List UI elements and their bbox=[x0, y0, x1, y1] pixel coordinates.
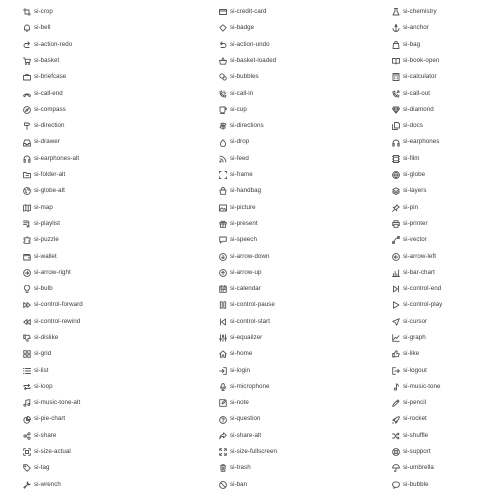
icon-list-item bbox=[392, 395, 500, 411]
icon-list-item bbox=[392, 379, 500, 395]
icon-list-item bbox=[196, 37, 392, 53]
cursor-icon bbox=[392, 318, 400, 326]
icon-class-label: si-picture bbox=[230, 203, 256, 211]
wrench-icon bbox=[23, 481, 31, 489]
share-alt-icon bbox=[219, 432, 227, 440]
icon-class-label: si-drawer bbox=[34, 138, 60, 146]
icon-grid bbox=[0, 4, 500, 493]
icon-list-item bbox=[392, 118, 500, 134]
icon-list-item bbox=[0, 134, 196, 150]
anchor-icon bbox=[392, 24, 400, 32]
icon-class-label: si-rocket bbox=[403, 415, 427, 423]
icon-class-label: si-share bbox=[34, 431, 57, 439]
icon-list-item bbox=[196, 53, 392, 69]
icon-list-item bbox=[392, 248, 500, 264]
icon-class-label: si-call-in bbox=[230, 89, 254, 97]
icon-list-item bbox=[0, 85, 196, 101]
icon-list-item bbox=[196, 69, 392, 85]
icon-list-item bbox=[392, 37, 500, 53]
loop-icon bbox=[23, 383, 31, 391]
icon-list-item bbox=[392, 363, 500, 379]
bubble-icon bbox=[392, 481, 400, 489]
icon-list-item bbox=[0, 297, 196, 313]
icon-class-label: si-speech bbox=[230, 236, 257, 244]
icon-class-label: si-list bbox=[34, 366, 49, 374]
icon-list-item bbox=[392, 4, 500, 20]
share-icon bbox=[23, 432, 31, 440]
icon-class-label: si-arrow-up bbox=[230, 268, 262, 276]
icon-list-item bbox=[196, 477, 392, 493]
icon-class-label: si-compass bbox=[34, 105, 66, 113]
equalizer-icon bbox=[219, 334, 227, 342]
icon-class-label: si-equalizer bbox=[230, 333, 263, 341]
umbrella-icon bbox=[392, 464, 400, 472]
icon-class-label: si-microphone bbox=[230, 382, 270, 390]
icon-class-label: si-support bbox=[403, 448, 431, 456]
icon-list-item bbox=[392, 265, 500, 281]
pin-icon bbox=[392, 204, 400, 212]
icon-class-label: si-handbag bbox=[230, 187, 262, 195]
icon-list-item bbox=[0, 20, 196, 36]
icon-list-item bbox=[196, 200, 392, 216]
icon-class-label: si-globe bbox=[403, 171, 426, 179]
icon-list-item bbox=[392, 411, 500, 427]
home-icon bbox=[219, 350, 227, 358]
icon-list-item bbox=[0, 151, 196, 167]
icon-list-item bbox=[392, 167, 500, 183]
icon-class-label: si-call-out bbox=[403, 89, 431, 97]
icon-list-item bbox=[392, 232, 500, 248]
question-icon bbox=[219, 416, 227, 424]
icon-class-label: si-earphones bbox=[403, 138, 440, 146]
icon-list-item bbox=[392, 460, 500, 476]
icon-class-label: si-arrow-down bbox=[230, 252, 270, 260]
icon-list-item bbox=[0, 395, 196, 411]
tag-icon bbox=[23, 464, 31, 472]
bubbles-icon bbox=[219, 73, 227, 81]
login-icon bbox=[219, 367, 227, 375]
icon-list-item bbox=[0, 314, 196, 330]
rocket-icon bbox=[392, 416, 400, 424]
icon-class-label: si-login bbox=[230, 366, 251, 374]
icon-class-label: si-control-start bbox=[230, 317, 270, 325]
icon-list-item bbox=[392, 330, 500, 346]
icon-list-item bbox=[0, 477, 196, 493]
icon-list-item bbox=[0, 102, 196, 118]
arrow-down-icon bbox=[219, 253, 227, 261]
icon-list-item bbox=[196, 314, 392, 330]
icon-list-item bbox=[196, 248, 392, 264]
icon-class-label: si-directions bbox=[230, 122, 264, 130]
icon-class-label: si-wrench bbox=[34, 480, 61, 488]
icon-list-item bbox=[196, 20, 392, 36]
icon-class-label: si-like bbox=[403, 350, 420, 358]
icon-class-label: si-umbrella bbox=[403, 464, 434, 472]
layers-icon bbox=[392, 187, 400, 195]
icon-list-item bbox=[0, 183, 196, 199]
icon-list-item bbox=[196, 232, 392, 248]
arrow-right-icon bbox=[23, 269, 31, 277]
icon-class-label: si-crop bbox=[34, 8, 53, 16]
puzzle-icon bbox=[23, 236, 31, 244]
icon-list-item bbox=[196, 216, 392, 232]
icon-list-item bbox=[0, 167, 196, 183]
icon-list-item bbox=[196, 330, 392, 346]
wallet-icon bbox=[23, 253, 31, 261]
basket-loaded-icon bbox=[219, 57, 227, 65]
icon-class-label: si-music-tone-alt bbox=[34, 399, 81, 407]
icon-class-label: si-logout bbox=[403, 366, 427, 374]
icon-list-item bbox=[196, 346, 392, 362]
feed-icon bbox=[219, 155, 227, 163]
icon-list-item bbox=[196, 4, 392, 20]
icon-class-label: si-layers bbox=[403, 187, 427, 195]
music-tone-icon bbox=[392, 383, 400, 391]
icon-list-item bbox=[196, 395, 392, 411]
icon-class-label: si-graph bbox=[403, 333, 426, 341]
microphone-icon bbox=[219, 383, 227, 391]
icon-class-label: si-playlist bbox=[34, 219, 60, 227]
icon-class-label: si-bell bbox=[34, 24, 51, 32]
icon-class-label: si-share-alt bbox=[230, 431, 262, 439]
icon-class-label: si-shuffle bbox=[403, 431, 429, 439]
icon-list-item bbox=[196, 411, 392, 427]
icon-class-label: si-anchor bbox=[403, 24, 429, 32]
icon-list-item bbox=[392, 151, 500, 167]
icon-list-item bbox=[0, 363, 196, 379]
icon-class-label: si-home bbox=[230, 350, 253, 358]
icon-class-label: si-tag bbox=[34, 464, 50, 472]
icon-list-item bbox=[392, 85, 500, 101]
icon-class-label: si-basket-loaded bbox=[230, 56, 277, 64]
control-end-icon bbox=[392, 285, 400, 293]
icon-class-label: si-film bbox=[403, 154, 420, 162]
icon-class-label: si-action-redo bbox=[34, 40, 73, 48]
pencil-icon bbox=[392, 399, 400, 407]
shuffle-icon bbox=[392, 432, 400, 440]
directions-icon bbox=[219, 122, 227, 130]
printer-icon bbox=[392, 220, 400, 228]
icon-class-label: si-pie-chart bbox=[34, 415, 66, 423]
icon-class-label: si-drop bbox=[230, 138, 250, 146]
crop-icon bbox=[23, 8, 31, 16]
icon-list-item bbox=[0, 248, 196, 264]
icon-list-item bbox=[392, 346, 500, 362]
icon-list-item bbox=[0, 4, 196, 20]
icon-class-label: si-book-open bbox=[403, 56, 440, 64]
icon-class-label: si-bubble bbox=[403, 480, 429, 488]
icon-list-item bbox=[392, 477, 500, 493]
cup-icon bbox=[219, 106, 227, 114]
calculator-icon bbox=[392, 73, 400, 81]
docs-icon bbox=[392, 122, 400, 130]
icon-list-item bbox=[392, 297, 500, 313]
icon-class-label: si-present bbox=[230, 219, 258, 227]
handbag-icon bbox=[219, 187, 227, 195]
icon-list-item bbox=[0, 216, 196, 232]
icon-list-item bbox=[196, 281, 392, 297]
icon-list-item bbox=[196, 363, 392, 379]
control-pause-icon bbox=[219, 301, 227, 309]
icon-list-item bbox=[196, 85, 392, 101]
arrow-up-icon bbox=[219, 269, 227, 277]
icon-class-label: si-docs bbox=[403, 122, 423, 130]
icon-class-label: si-vector bbox=[403, 236, 427, 244]
playlist-icon bbox=[23, 220, 31, 228]
icon-class-label: si-action-undo bbox=[230, 40, 270, 48]
icon-class-label: si-loop bbox=[34, 382, 53, 390]
icon-class-label: si-badge bbox=[230, 24, 255, 32]
icon-list-item bbox=[196, 428, 392, 444]
icon-class-label: si-feed bbox=[230, 154, 249, 162]
control-play-icon bbox=[392, 301, 400, 309]
size-fullscreen-icon bbox=[219, 448, 227, 456]
control-start-icon bbox=[219, 318, 227, 326]
icon-list-item bbox=[392, 428, 500, 444]
icon-list-item bbox=[0, 53, 196, 69]
icon-class-label: si-folder-alt bbox=[34, 171, 66, 179]
icon-class-label: si-bubbles bbox=[230, 73, 259, 81]
credit-card-icon bbox=[219, 8, 227, 16]
icon-list-item bbox=[392, 20, 500, 36]
icon-class-label: si-chemistry bbox=[403, 8, 437, 16]
call-out-icon bbox=[392, 90, 400, 98]
bell-icon bbox=[23, 24, 31, 32]
frame-icon bbox=[219, 171, 227, 179]
icon-list-item bbox=[392, 102, 500, 118]
like-icon bbox=[392, 350, 400, 358]
icon-list-item bbox=[196, 379, 392, 395]
map-icon bbox=[23, 204, 31, 212]
icon-class-label: si-earphones-alt bbox=[34, 154, 80, 162]
earphones-icon bbox=[392, 139, 400, 147]
icon-list-item bbox=[0, 346, 196, 362]
icon-list-item bbox=[392, 183, 500, 199]
icon-class-label: si-briefcase bbox=[34, 73, 67, 81]
icon-class-label: si-globe-alt bbox=[34, 187, 65, 195]
icon-list-item bbox=[0, 281, 196, 297]
icon-class-label: si-direction bbox=[34, 122, 65, 130]
diamond-icon bbox=[392, 106, 400, 114]
icon-class-label: si-control-pause bbox=[230, 301, 275, 309]
icon-list-item bbox=[0, 232, 196, 248]
icon-class-label: si-size-actual bbox=[34, 448, 71, 456]
icon-class-label: si-control-play bbox=[403, 301, 443, 309]
icon-list-item bbox=[196, 297, 392, 313]
globe-icon bbox=[392, 171, 400, 179]
chemistry-icon bbox=[392, 8, 400, 16]
icon-list-item bbox=[392, 69, 500, 85]
icon-class-label: si-trash bbox=[230, 464, 251, 472]
briefcase-icon bbox=[23, 73, 31, 81]
icon-class-label: si-calculator bbox=[403, 73, 437, 81]
icon-class-label: si-question bbox=[230, 415, 261, 423]
icon-class-label: si-puzzle bbox=[34, 236, 59, 244]
bulb-icon bbox=[23, 285, 31, 293]
folder-alt-icon bbox=[23, 171, 31, 179]
icon-list-item bbox=[0, 69, 196, 85]
note-icon bbox=[219, 399, 227, 407]
icon-class-label: si-cup bbox=[230, 105, 247, 113]
picture-icon bbox=[219, 204, 227, 212]
icon-list-item bbox=[196, 134, 392, 150]
compass-icon bbox=[23, 106, 31, 114]
icon-list-item bbox=[196, 265, 392, 281]
graph-icon bbox=[392, 334, 400, 342]
present-icon bbox=[219, 220, 227, 228]
film-icon bbox=[392, 155, 400, 163]
action-redo-icon bbox=[23, 41, 31, 49]
icon-class-label: si-arrow-right bbox=[34, 268, 71, 276]
icon-class-label: si-pin bbox=[403, 203, 419, 211]
badge-icon bbox=[219, 24, 227, 32]
logout-icon bbox=[392, 367, 400, 375]
pie-chart-icon bbox=[23, 416, 31, 424]
grid-icon bbox=[23, 350, 31, 358]
direction-icon bbox=[23, 122, 31, 130]
icon-class-label: si-dislike bbox=[34, 333, 59, 341]
size-actual-icon bbox=[23, 448, 31, 456]
icon-list-item bbox=[0, 444, 196, 460]
icon-list-item bbox=[0, 330, 196, 346]
icon-class-label: si-credit-card bbox=[230, 8, 267, 16]
control-forward-icon bbox=[23, 301, 31, 309]
icon-class-label: si-calendar bbox=[230, 285, 261, 293]
icon-list-item bbox=[196, 151, 392, 167]
ban-icon bbox=[219, 481, 227, 489]
basket-icon bbox=[23, 57, 31, 65]
icon-list-item bbox=[0, 411, 196, 427]
book-open-icon bbox=[392, 57, 400, 65]
icon-class-label: si-arrow-left bbox=[403, 252, 436, 260]
icon-class-label: si-bar-chart bbox=[403, 268, 435, 276]
icon-class-label: si-control-rewind bbox=[34, 317, 81, 325]
icon-list-item bbox=[392, 200, 500, 216]
vector-icon bbox=[392, 236, 400, 244]
icon-class-label: si-frame bbox=[230, 171, 253, 179]
drawer-icon bbox=[23, 139, 31, 147]
icon-class-label: si-bulb bbox=[34, 285, 53, 293]
icon-class-label: si-diamond bbox=[403, 105, 434, 113]
support-icon bbox=[392, 448, 400, 456]
icon-class-label: si-control-forward bbox=[34, 301, 83, 309]
icon-class-label: si-printer bbox=[403, 219, 428, 227]
icon-class-label: si-control-end bbox=[403, 285, 442, 293]
globe-alt-icon bbox=[23, 187, 31, 195]
control-rewind-icon bbox=[23, 318, 31, 326]
icon-class-label: si-grid bbox=[34, 350, 52, 358]
icon-list-item bbox=[0, 428, 196, 444]
icon-list-item bbox=[0, 460, 196, 476]
bar-chart-icon bbox=[392, 269, 400, 277]
drop-icon bbox=[219, 139, 227, 147]
bag-icon bbox=[392, 41, 400, 49]
icon-class-label: si-basket bbox=[34, 56, 60, 64]
icon-class-label: si-bag bbox=[403, 40, 421, 48]
icon-list-item bbox=[0, 118, 196, 134]
icon-list-item bbox=[392, 216, 500, 232]
icon-list-item bbox=[392, 314, 500, 330]
trash-icon bbox=[219, 464, 227, 472]
icon-class-label: si-pencil bbox=[403, 399, 427, 407]
icon-class-label: si-cursor bbox=[403, 317, 428, 325]
icon-list-item bbox=[392, 281, 500, 297]
icon-list-item bbox=[0, 37, 196, 53]
icon-class-label: si-note bbox=[230, 399, 249, 407]
icon-class-label: si-size-fullscreen bbox=[230, 448, 277, 456]
icon-list-item bbox=[392, 444, 500, 460]
icon-list-item bbox=[0, 200, 196, 216]
icon-list-item bbox=[196, 118, 392, 134]
icon-class-label: si-ban bbox=[230, 480, 248, 488]
icon-class-label: si-wallet bbox=[34, 252, 57, 260]
list-icon bbox=[23, 367, 31, 375]
icon-list-item bbox=[196, 460, 392, 476]
icon-list-item bbox=[196, 102, 392, 118]
calendar-icon bbox=[219, 285, 227, 293]
icon-class-label: si-map bbox=[34, 203, 53, 211]
earphones-alt-icon bbox=[23, 155, 31, 163]
call-in-icon bbox=[219, 90, 227, 98]
icon-list-item bbox=[392, 53, 500, 69]
icon-list-item bbox=[196, 444, 392, 460]
action-undo-icon bbox=[219, 41, 227, 49]
icon-list-item bbox=[196, 183, 392, 199]
icon-list-item bbox=[196, 167, 392, 183]
icon-class-label: si-music-tone bbox=[403, 382, 441, 390]
music-tone-alt-icon bbox=[23, 399, 31, 407]
icon-list-item bbox=[0, 379, 196, 395]
dislike-icon bbox=[23, 334, 31, 342]
icon-list-item bbox=[392, 134, 500, 150]
arrow-left-icon bbox=[392, 253, 400, 261]
icon-class-label: si-call-end bbox=[34, 89, 63, 97]
call-end-icon bbox=[23, 90, 31, 98]
icon-list-item bbox=[0, 265, 196, 281]
speech-icon bbox=[219, 236, 227, 244]
